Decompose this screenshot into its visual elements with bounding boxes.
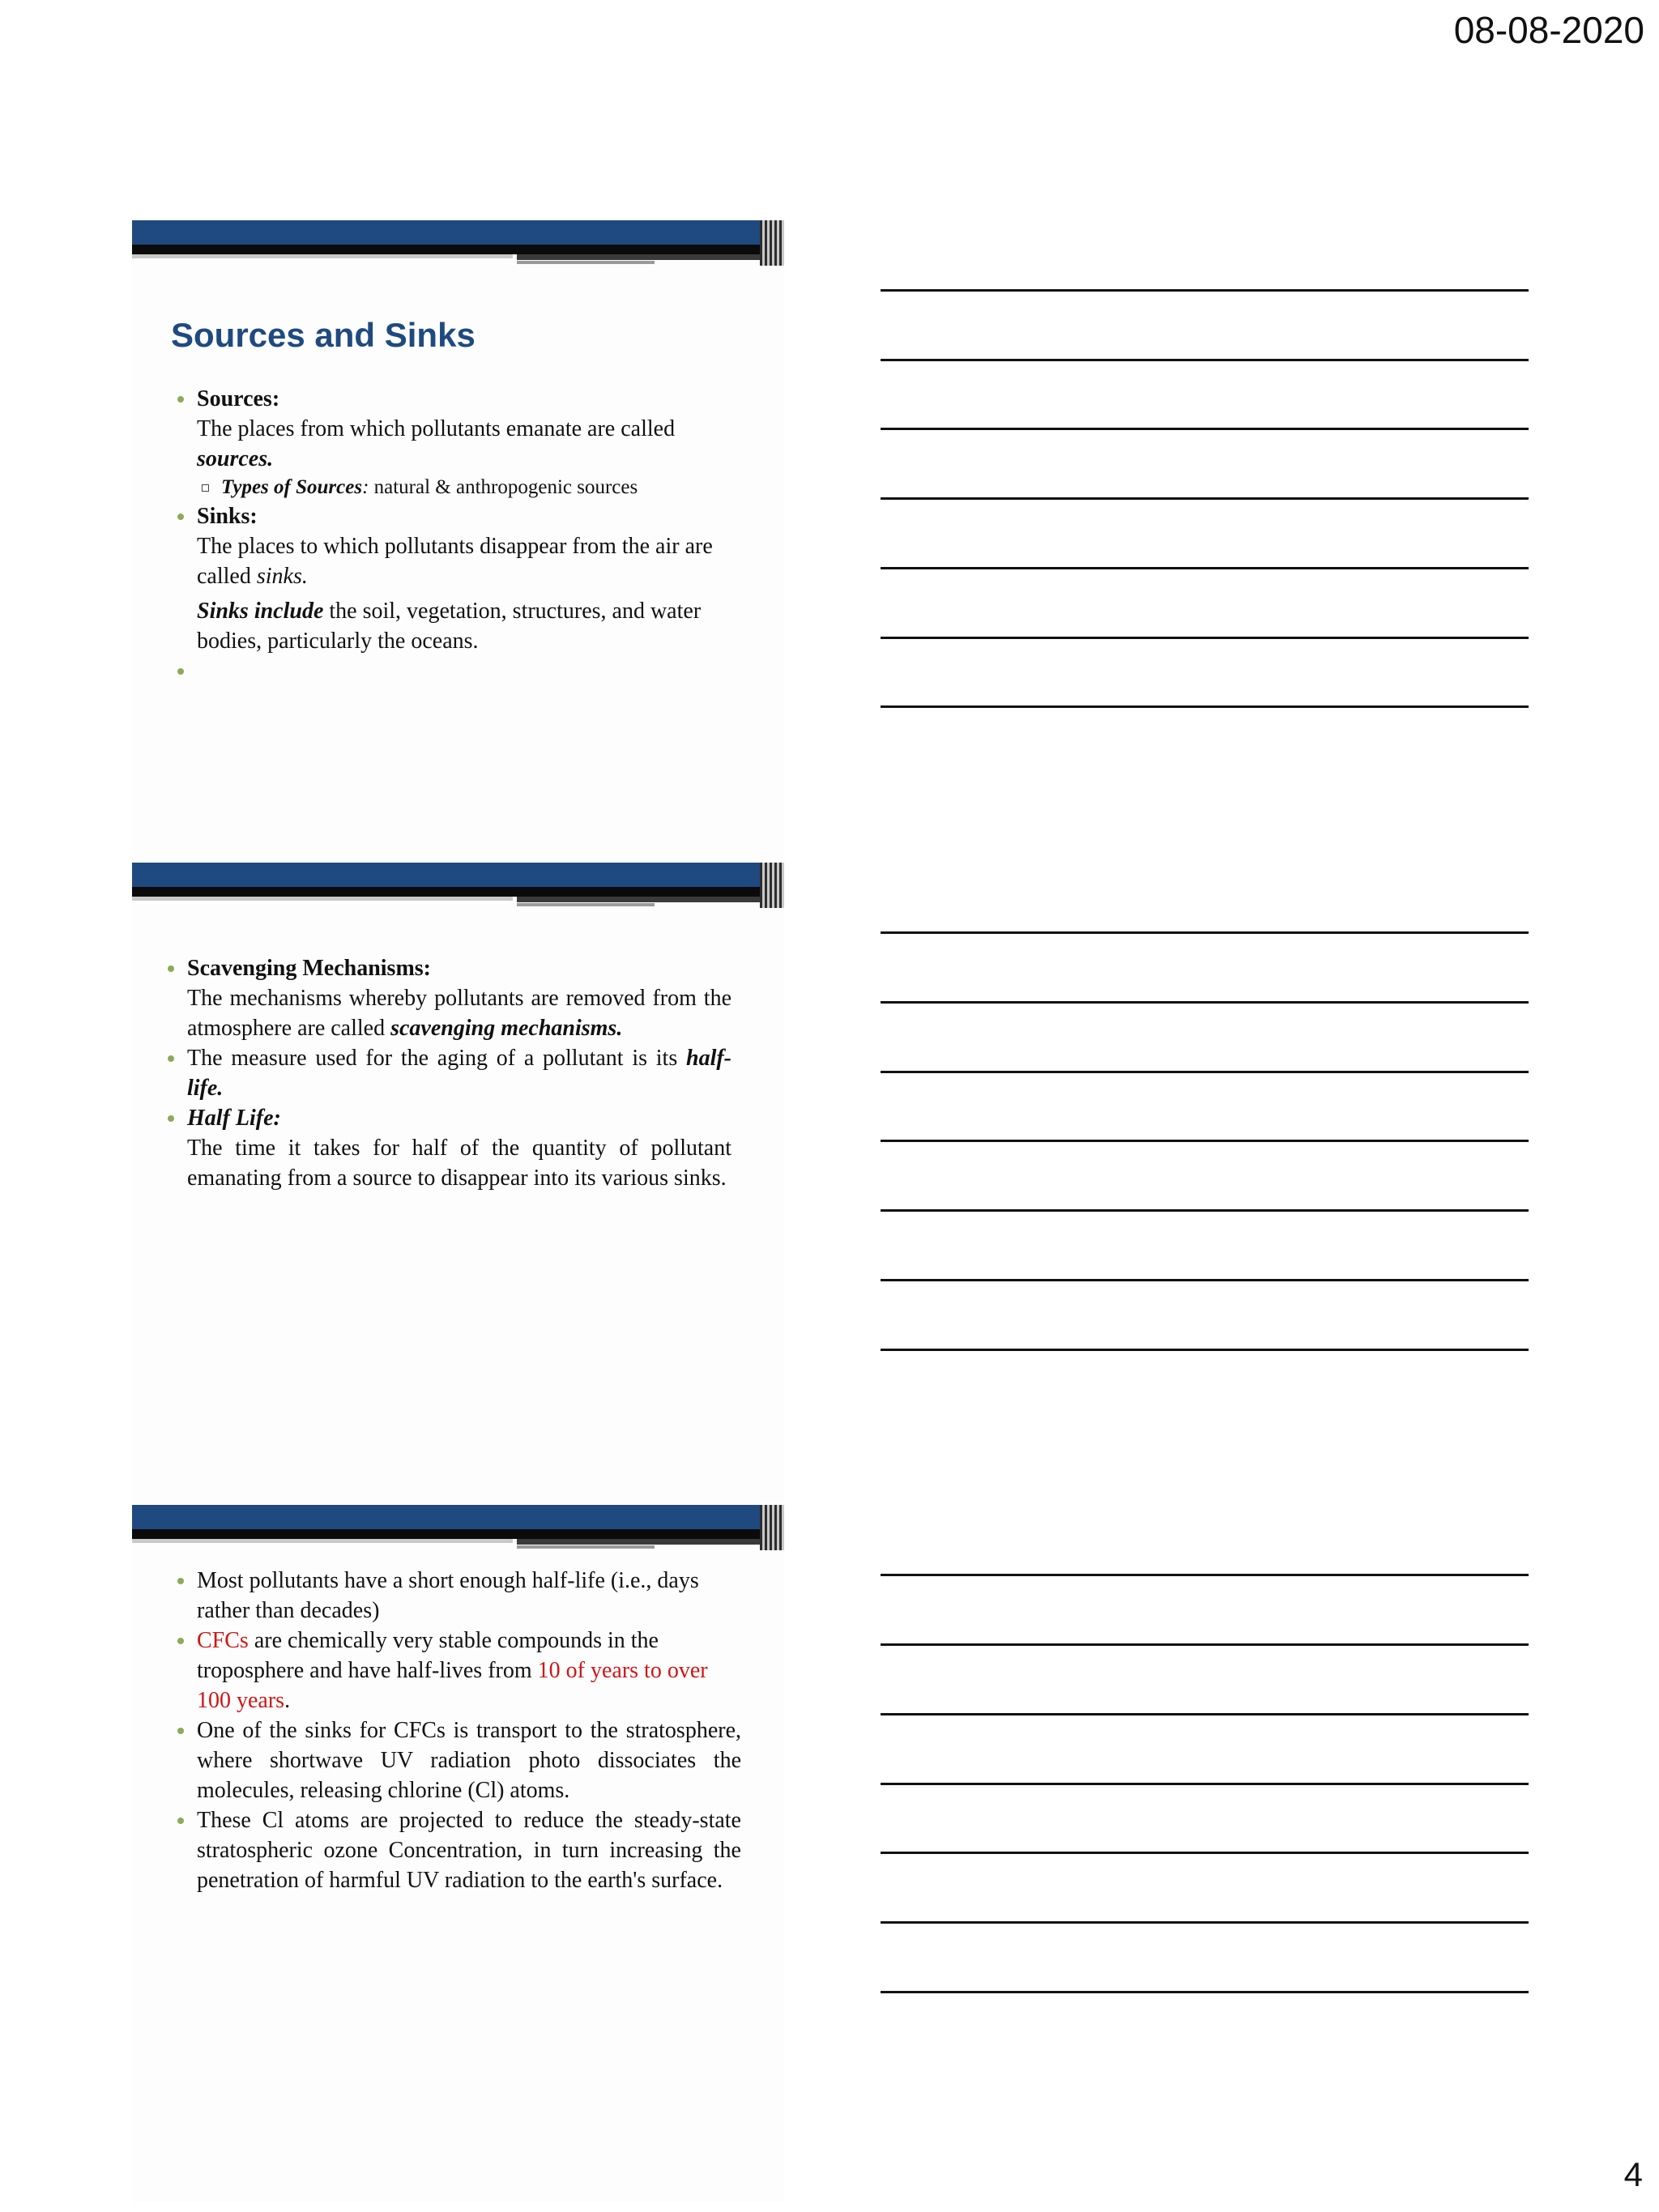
scavenging-definition: The mechanisms whereby pollutants are removed from the atmosphere are called scavenging mechanisms.: [187, 986, 731, 1041]
slide-header-banner: [132, 220, 784, 266]
note-line: [881, 705, 1529, 708]
list-item: CFCs are chemically very stable compounds in the troposphere and have half-lives from 10 of years to over 100 years.: [173, 1626, 741, 1715]
note-line: [881, 1921, 1529, 1924]
note-line: [881, 497, 1529, 500]
note-line: [881, 1279, 1529, 1281]
slide-body: [173, 1566, 741, 1895]
note-line: [881, 1643, 1529, 1646]
list-item: These Cl atoms are projected to reduce the steady-state stratospheric ozone Concentration, in turn increasing the penetration of harmful UV radiation to the earth's surface.: [173, 1805, 741, 1895]
note-line: [881, 1140, 1529, 1142]
note-line: [881, 1783, 1529, 1785]
page-number: 4: [1623, 2155, 1643, 2193]
list-item: Scavenging Mechanisms:: [163, 953, 731, 983]
slide-body: [173, 384, 723, 686]
slide-body: [163, 953, 731, 1193]
sinks-definition: The places to which pollutants disappear from the air are called sinks.: [197, 534, 713, 589]
note-line: [881, 1071, 1529, 1073]
note-line: [881, 1713, 1529, 1715]
slide-header-banner: [132, 1505, 784, 1550]
note-line: [881, 1209, 1529, 1212]
note-line: [881, 567, 1529, 569]
empty-list-item: [173, 656, 723, 686]
list-item: Half Life:: [163, 1103, 731, 1133]
sub-list-item: Types of Sources: natural & anthropogenic sources: [173, 474, 723, 501]
slide-3: [132, 1505, 784, 2201]
list-item: Most pollutants have a short enough half-life (i.e., days rather than decades): [173, 1566, 741, 1626]
slide-1: [132, 220, 784, 868]
note-line: [881, 931, 1529, 934]
note-line: [881, 1574, 1529, 1576]
halflife-definition: The time it takes for half of the quantity of pollutant emanating from a source to disappear into its various sinks.: [187, 1136, 731, 1191]
list-item: One of the sinks for CFCs is transport to the stratosphere, where shortwave UV radiation photo dissociates the molecules, releasing chlorine (Cl) atoms.: [173, 1715, 741, 1805]
note-line: [881, 1349, 1529, 1351]
sources-definition: The places from which pollutants emanate are called sources.: [197, 416, 676, 471]
list-item: Sinks:: [173, 501, 723, 531]
slide-2: [132, 863, 784, 1511]
note-line: [881, 428, 1529, 430]
print-date: 08-08-2020: [1453, 9, 1644, 51]
note-line: [881, 359, 1529, 361]
note-line: [881, 1852, 1529, 1854]
note-line: [881, 1991, 1529, 1993]
note-line: [881, 637, 1529, 639]
note-line: [881, 289, 1529, 292]
slide-header-banner: [132, 863, 784, 908]
slide-title: Sources and Sinks: [171, 316, 476, 354]
note-line: [881, 1001, 1529, 1004]
list-item: Sources:: [173, 384, 723, 414]
list-item: The measure used for the aging of a pollutant is its half-life.: [163, 1043, 731, 1103]
sinks-include: Sinks include the soil, vegetation, structures, and water bodies, particularly the oceans.: [197, 599, 702, 654]
